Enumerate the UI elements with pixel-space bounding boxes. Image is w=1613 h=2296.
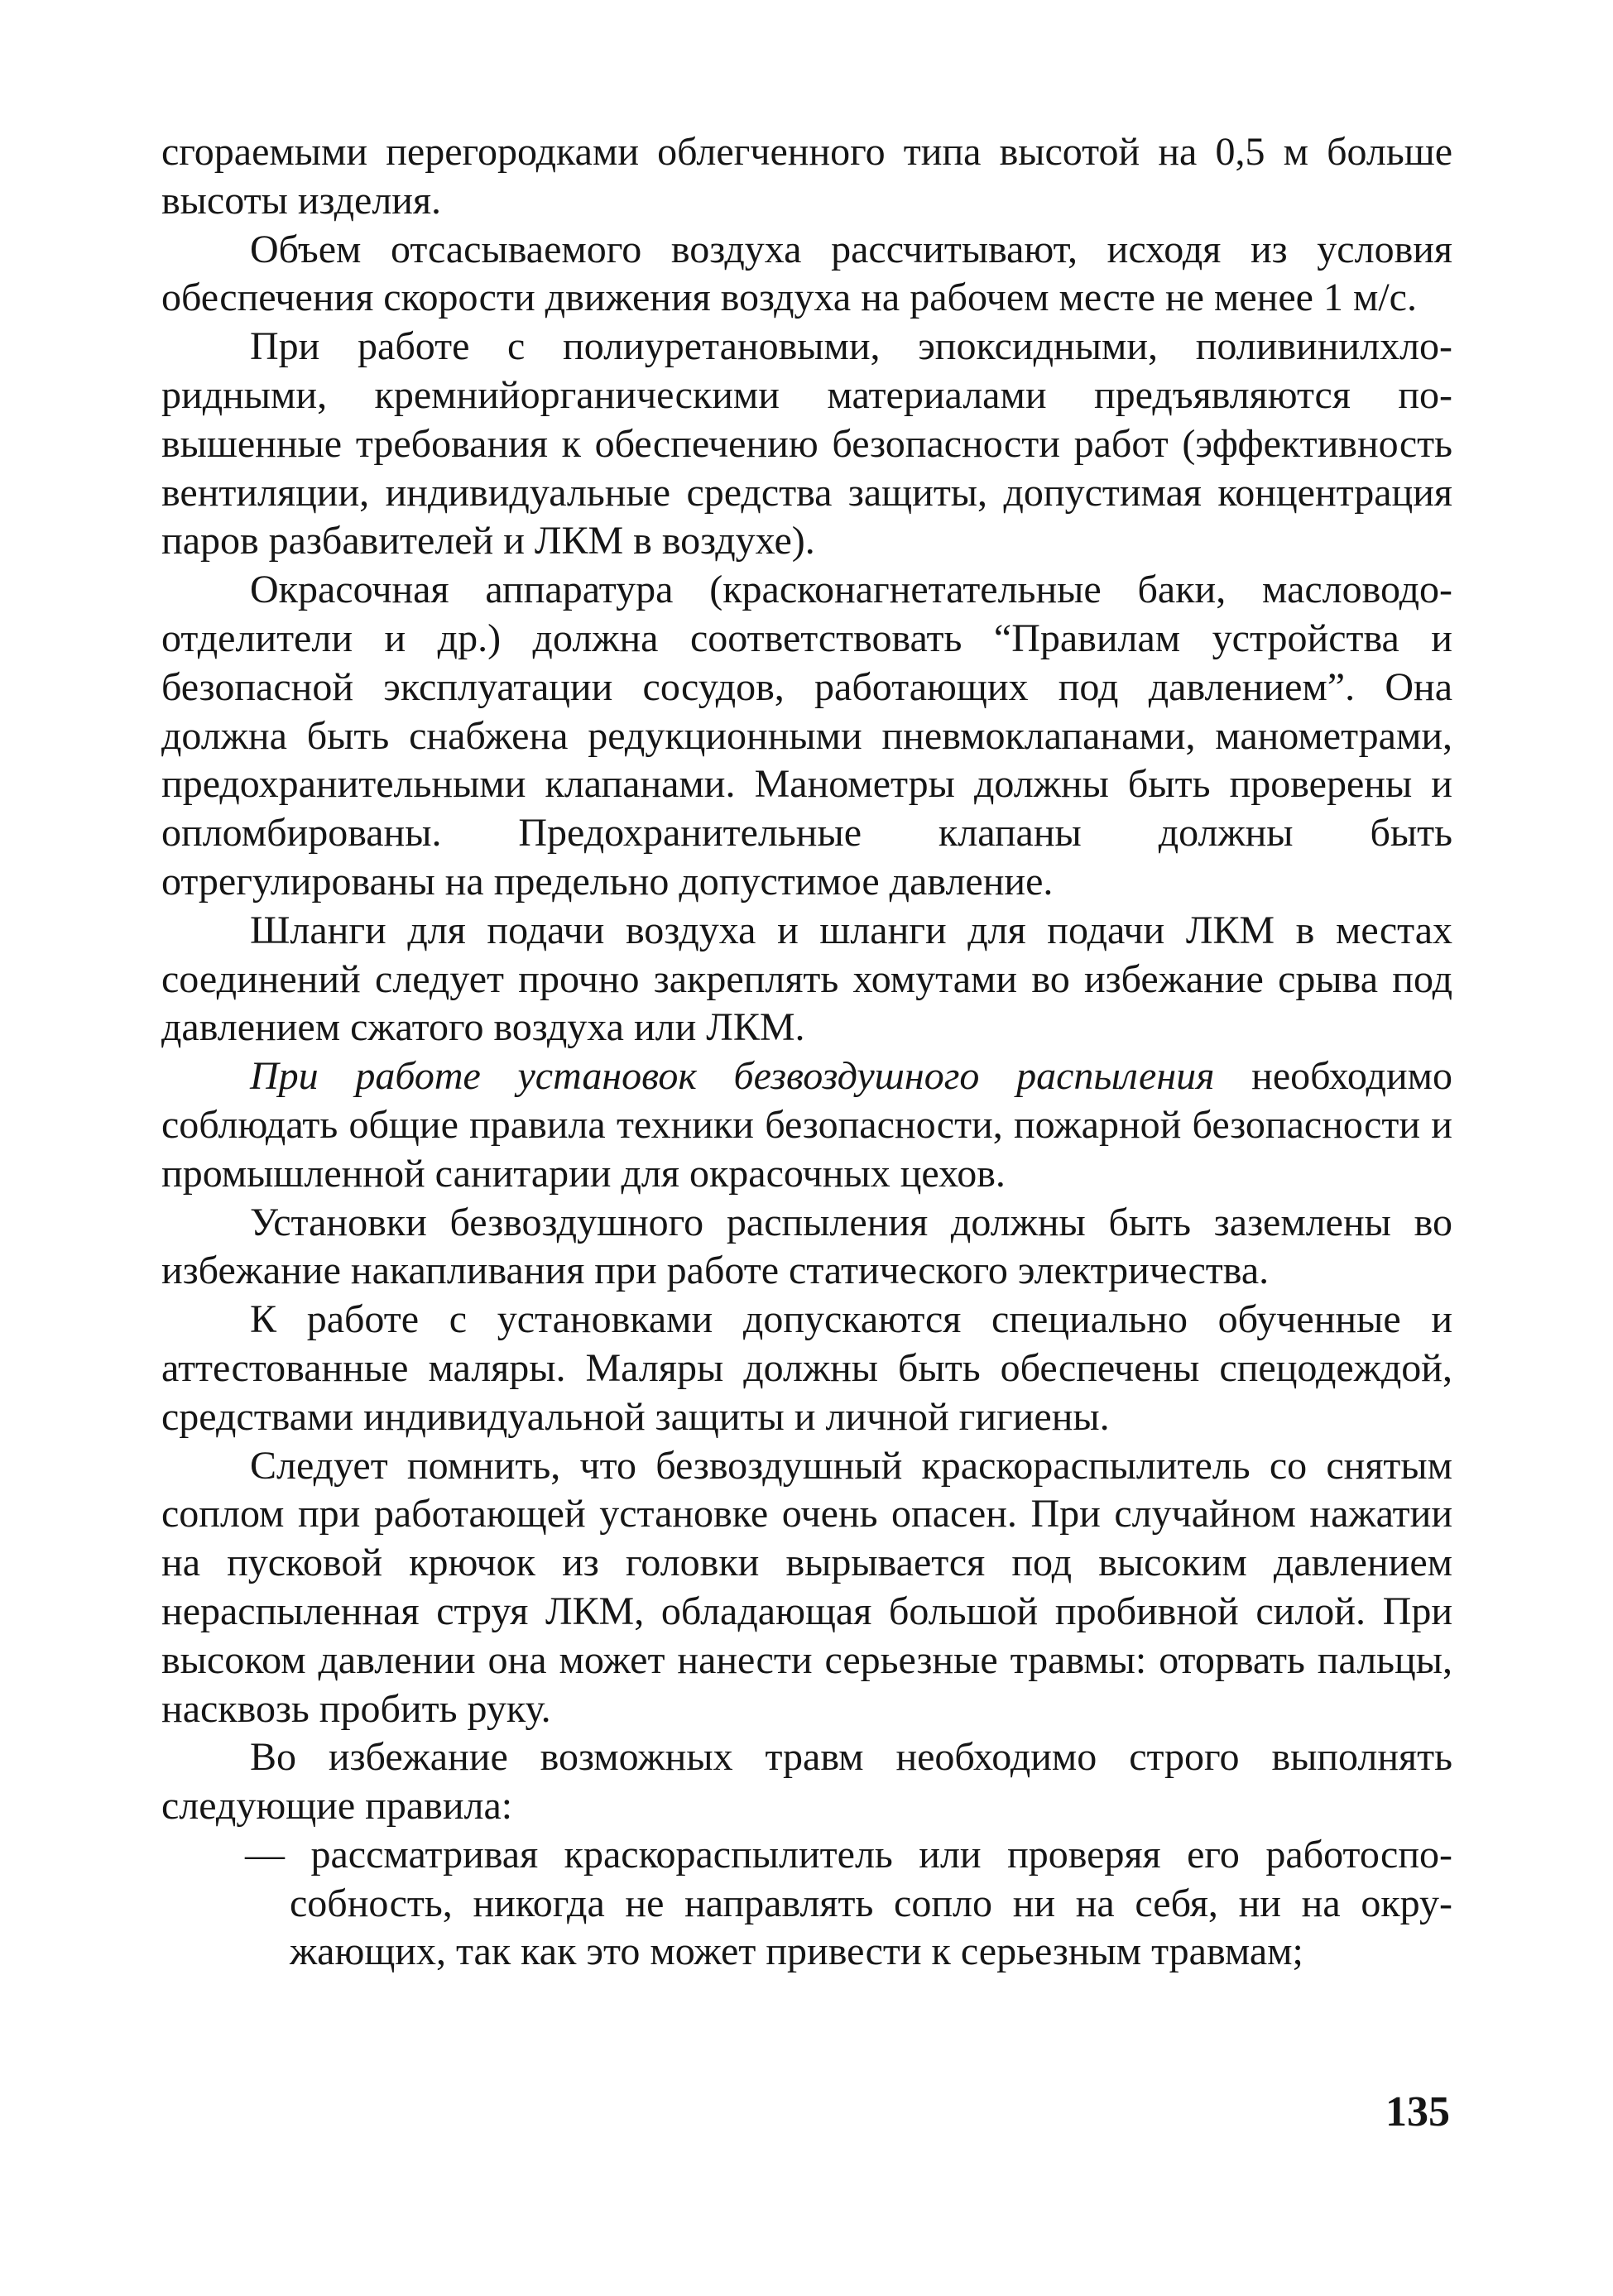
list-item: — рассматривая краскораспылитель или проверяя его работоспособность, никогда не направлять сопло ни на себя, ни на окружающих, так как это может привести к серьезным травмам; — [245, 1832, 1452, 1974]
paragraph-rules-intro: Во избежание возможных травм необходимо строго выполнять следующие правила: — [161, 1735, 1452, 1829]
paragraph-continuation: сгораемыми перегородками облегченного типа высотой на 0,5 м больше высоты изделия. — [161, 130, 1452, 223]
page-number: 135 — [1385, 2088, 1450, 2135]
paragraph-air-volume: Объем отсасываемого воздуха рассчитывают, исходя из условия обеспечения скорости движения воздуха на рабочем месте не менее 1 м/с. — [161, 227, 1452, 320]
paragraph-nozzle-danger: Следует помнить, что безвоздушный краскораспылитель со снятым соплом при работающей установке очень опасен. При случайном нажатии на пусковой крючок из головки вырывается под высоким давлением нераспыленная струя ЛКМ, обладающая большой пробивной силой. При высоком давлении она может нанести серьезные травмы: оторвать пальцы, насквозь пробить руку. — [161, 1443, 1452, 1731]
paragraph-grounding: Установки безвоздушного распыления должны быть заземлены во избежание накапливания при работе статического электричества. — [161, 1200, 1452, 1293]
paragraph-hoses: Шланги для подачи воздуха и шланги для подачи ЛКМ в местах соединений следует прочно закреплять хомутами во избежание срыва под давлением сжатого воздуха или ЛКМ. — [161, 908, 1452, 1050]
paragraph-airless-spraying — [161, 1052, 1452, 1198]
page-text — [161, 128, 1452, 1977]
paragraph-equipment-rules: Окрасочная аппаратура (красконагнетательные баки, масловодоотделители и др.) должна соответствовать “Правилам устройства и безопасной эксплуатации сосудов, работающих под давлением”. Она должна быть снабжена редукционными пневмоклапанами, манометрами, предохранительными клапанами. Манометры должны быть проверены и опломбированы. Предохранительные клапаны должны быть отрегулированы на предельно допустимое давление. — [161, 568, 1452, 904]
paragraph-materials-requirements: При работе с полиуретановыми, эпоксидными, поливинилхлоридными, кремнийорганическими материалами предъявляются повышенные требования к обеспечению безопасности работ (эффективность вентиляции, индивидуальные средства защиты, допустимая концентрация паров разбавителей и ЛКМ в воздухе). — [161, 324, 1452, 563]
paragraph-airless-rest: необходимо соблюдать общие правила техники безопасности, пожарной безопасности и промышленной санитарии для окрасочных цехов. — [161, 1054, 1453, 1196]
italic-phrase: При работе установок безвоздушного распыления — [250, 1054, 1215, 1099]
paragraph-painters: К работе с установками допускаются специально обученные и аттестованные маляры. Маляры должны быть обеспечены спецодеждой, средствами индивидуальной защиты и личной гигиены. — [161, 1297, 1452, 1439]
